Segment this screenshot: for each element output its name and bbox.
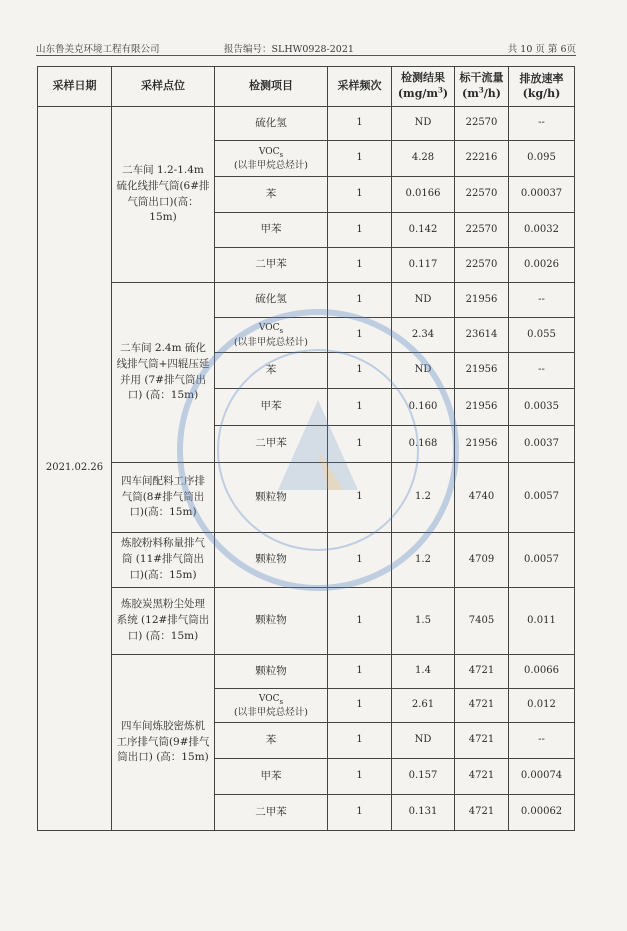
cell-flow: 4740 — [455, 463, 509, 533]
cell-rate: 0.0066 — [509, 655, 575, 689]
test-item: 苯 — [215, 723, 328, 759]
result-label: 检测结果 — [401, 71, 445, 85]
report-number: 报告编号：SLHW0928-2021 — [224, 44, 354, 55]
company-name: 山东鲁美克环境工程有限公司 — [36, 44, 160, 55]
cell-result: ND — [392, 723, 455, 759]
cell-flow: 21956 — [455, 426, 509, 463]
cell-rate: 0.0032 — [509, 213, 575, 248]
results-table — [37, 66, 575, 831]
col-header-date: 采样日期 — [38, 67, 112, 107]
cell-freq: 1 — [328, 426, 392, 463]
cell-flow: 22216 — [455, 141, 509, 177]
cell-result: 0.157 — [392, 759, 455, 795]
test-item: $VOC_s$ (以非甲烷总烃计) — [215, 141, 328, 177]
test-item: 甲苯 — [215, 389, 328, 426]
cell-freq: 1 — [328, 463, 392, 533]
cell-result: 0.168 — [392, 426, 455, 463]
test-item: 硫化氢 — [215, 283, 328, 318]
test-item: 颗粒物 — [215, 533, 328, 588]
col-header-result — [392, 67, 455, 107]
test-item: 苯 — [215, 177, 328, 213]
cell-freq: 1 — [328, 795, 392, 831]
cell-flow: 22570 — [455, 107, 509, 141]
test-item: 颗粒物 — [215, 588, 328, 655]
cell-rate: -- — [509, 353, 575, 389]
cell-rate: -- — [509, 723, 575, 759]
cell-freq: 1 — [328, 177, 392, 213]
cell-rate: 0.00037 — [509, 177, 575, 213]
cell-rate: -- — [509, 283, 575, 318]
cell-result: ND — [392, 107, 455, 141]
rate-unit: (kg/h) — [522, 86, 561, 100]
test-item: 硫化氢 — [215, 107, 328, 141]
cell-flow: 21956 — [455, 353, 509, 389]
sampling-point: 四车间配料工序排气筒(8#排气筒出口)(高：15m) — [112, 463, 215, 533]
result-unit: $(mg/m^3)$ — [397, 85, 449, 101]
page-header — [36, 39, 576, 56]
cell-freq: 1 — [328, 141, 392, 177]
cell-result: 1.5 — [392, 588, 455, 655]
cell-rate: 0.011 — [509, 588, 575, 655]
cell-flow: 22570 — [455, 213, 509, 248]
cell-freq: 1 — [328, 107, 392, 141]
test-item: $VOC_s$ (以非甲烷总烃计) — [215, 318, 328, 353]
test-item: 颗粒物 — [215, 655, 328, 689]
test-item: 颗粒物 — [215, 463, 328, 533]
cell-flow: 21956 — [455, 389, 509, 426]
table-row — [38, 283, 575, 318]
cell-freq: 1 — [328, 588, 392, 655]
cell-rate: 0.0026 — [509, 248, 575, 283]
sampling-date: 2021.02.26 — [38, 107, 112, 831]
cell-freq: 1 — [328, 283, 392, 318]
sampling-point: 二车间 2.4m 硫化线排气筒+四辊压延并用 (7#排气筒出口) (高：15m) — [112, 283, 215, 463]
sampling-point: 炼胶粉料称量排气筒 (11#排气筒出口)(高：15m) — [112, 533, 215, 588]
cell-flow: 4721 — [455, 655, 509, 689]
col-header-point: 采样点位 — [112, 67, 215, 107]
cell-result: 1.2 — [392, 463, 455, 533]
table-row — [38, 588, 575, 655]
test-item: 二甲苯 — [215, 795, 328, 831]
cell-freq: 1 — [328, 533, 392, 588]
sampling-point: 炼胶炭黑粉尘处理系统 (12#排气筒出口) (高：15m) — [112, 588, 215, 655]
cell-freq: 1 — [328, 759, 392, 795]
page-info: 共 10 页 第 6页 — [507, 44, 576, 55]
cell-rate: 0.0057 — [509, 463, 575, 533]
cell-freq: 1 — [328, 655, 392, 689]
cell-flow: 4721 — [455, 795, 509, 831]
cell-freq: 1 — [328, 213, 392, 248]
col-header-item: 检测项目 — [215, 67, 328, 107]
cell-rate: 0.00074 — [509, 759, 575, 795]
cell-result: 1.2 — [392, 533, 455, 588]
table-row — [38, 655, 575, 689]
cell-result: 0.117 — [392, 248, 455, 283]
cell-result: 0.142 — [392, 213, 455, 248]
cell-result: 2.61 — [392, 689, 455, 723]
cell-result: 0.131 — [392, 795, 455, 831]
cell-result: ND — [392, 353, 455, 389]
test-item: 甲苯 — [215, 759, 328, 795]
table-row — [38, 533, 575, 588]
cell-flow: 22570 — [455, 177, 509, 213]
flow-unit: $(m^3/h)$ — [462, 85, 501, 101]
cell-result: 0.160 — [392, 389, 455, 426]
cell-flow: 4709 — [455, 533, 509, 588]
cell-flow: 7405 — [455, 588, 509, 655]
col-header-freq: 采样频次 — [328, 67, 392, 107]
sampling-point: 二车间 1.2-1.4m 硫化线排气筒(6#排气筒出口)(高：15m) — [112, 107, 215, 283]
table-row — [38, 463, 575, 533]
cell-flow: 4721 — [455, 759, 509, 795]
rate-label: 排放速率 — [519, 72, 564, 86]
col-header-flow — [455, 67, 509, 107]
cell-flow: 4721 — [455, 723, 509, 759]
cell-result: 1.4 — [392, 655, 455, 689]
flow-label: 标干流量 — [459, 71, 504, 85]
cell-rate: 0.012 — [509, 689, 575, 723]
cell-rate: 0.095 — [509, 141, 575, 177]
cell-rate: 0.0035 — [509, 389, 575, 426]
test-item: $VOC_s$ (以非甲烷总烃计) — [215, 689, 328, 723]
cell-freq: 1 — [328, 318, 392, 353]
test-item: 苯 — [215, 353, 328, 389]
cell-flow: 22570 — [455, 248, 509, 283]
cell-rate: 0.00062 — [509, 795, 575, 831]
col-header-rate — [509, 67, 575, 107]
test-item: 甲苯 — [215, 213, 328, 248]
cell-flow: 21956 — [455, 283, 509, 318]
test-item: 二甲苯 — [215, 248, 328, 283]
cell-rate: 0.055 — [509, 318, 575, 353]
cell-result: 0.0166 — [392, 177, 455, 213]
cell-flow: 4721 — [455, 689, 509, 723]
cell-freq: 1 — [328, 723, 392, 759]
cell-result: 4.28 — [392, 141, 455, 177]
cell-rate: -- — [509, 107, 575, 141]
cell-rate: 0.0037 — [509, 426, 575, 463]
test-item: 二甲苯 — [215, 426, 328, 463]
cell-freq: 1 — [328, 353, 392, 389]
cell-result: ND — [392, 283, 455, 318]
cell-freq: 1 — [328, 389, 392, 426]
header-row — [38, 67, 575, 107]
cell-result: 2.34 — [392, 318, 455, 353]
cell-rate: 0.0057 — [509, 533, 575, 588]
cell-flow: 23614 — [455, 318, 509, 353]
table-row — [38, 107, 575, 141]
cell-freq: 1 — [328, 248, 392, 283]
cell-freq: 1 — [328, 689, 392, 723]
sampling-point: 四车间炼胶密炼机工序排气筒(9#排气筒出口) (高：15m) — [112, 655, 215, 831]
